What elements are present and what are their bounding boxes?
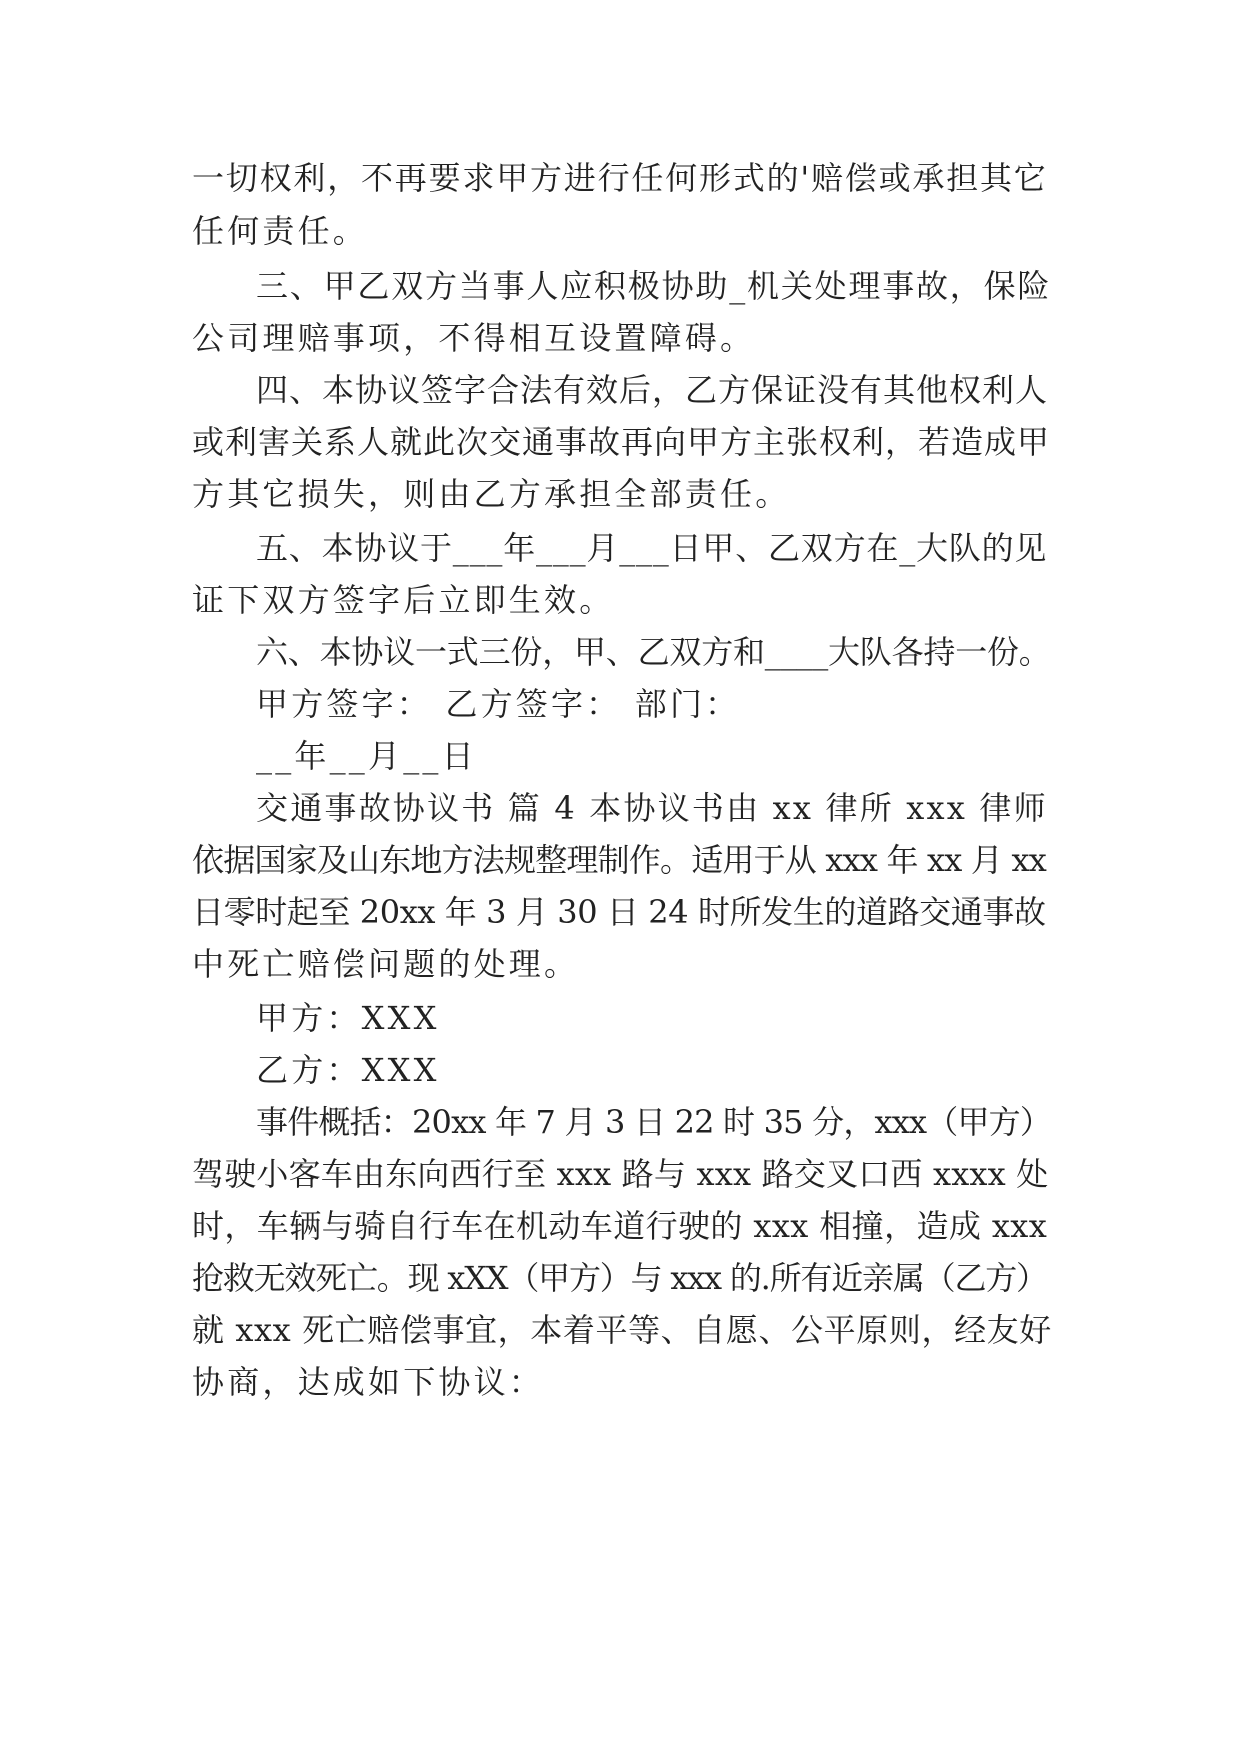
text-line: 驾驶小客车由东向西行至 xxx 路与 xxx 路交叉口西 xxxx 处 (192, 1155, 1049, 1193)
text-line: 公司理赔事项，不得相互设置障碍。 (192, 319, 756, 357)
text-line: 依据国家及山东地方法规整理制作。适用于从 xxx 年 xx 月 xx (192, 841, 1046, 879)
text-line: 抢救无效死亡。现 xXX（甲方）与 xxx 的.所有近亲属（乙方） (192, 1259, 1047, 1297)
text-line: 三、甲乙双方当事人应积极协助_机关处理事故，保险 (256, 267, 1052, 305)
text-line: 甲方签字： 乙方签字： 部门： (256, 685, 741, 723)
text-line: 中死亡赔偿问题的处理。 (192, 945, 580, 983)
text-line: 一切权利，不再要求甲方进行任何形式的'赔偿或承担其它 (192, 159, 1048, 197)
text-line: 时，车辆与骑自行车在机动车道行驶的 xxx 相撞，造成 xxx (192, 1207, 1048, 1245)
text-line: __年__月__日 (256, 737, 477, 775)
text-line: 任何责任。 (192, 212, 369, 250)
text-line: 事件概括：20xx 年 7 月 3 日 22 时 35 分，xxx（甲方） (256, 1103, 1052, 1141)
text-line: 日零时起至 20xx 年 3 月 30 日 24 时所发生的道路交通事故 (192, 893, 1046, 931)
text-line: 就 xxx 死亡赔偿事宜，本着平等、自愿、公平原则，经友好 (192, 1311, 1052, 1349)
text-line: 或利害关系人就此次交通事故再向甲方主张权利，若造成甲 (192, 423, 1051, 461)
text-line: 协商，达成如下协议： (192, 1363, 545, 1401)
text-line: 乙方：XXX (256, 1051, 440, 1089)
text-line: 五、本协议于___年___月___日甲、乙双方在_大队的见 (256, 529, 1048, 567)
text-line: 四、本协议签字合法有效后，乙方保证没有其他权利人 (256, 371, 1049, 409)
text-line: 证下双方签字后立即生效。 (192, 581, 615, 619)
text-line: 甲方：XXX (256, 999, 440, 1037)
text-line: 交通事故协议书 篇 4 本协议书由 xx 律所 xxx 律师 (256, 789, 1048, 827)
text-line: 六、本协议一式三份，甲、乙双方和____大队各持一份。 (256, 633, 1051, 671)
text-line: 方其它损失，则由乙方承担全部责任。 (192, 475, 791, 513)
